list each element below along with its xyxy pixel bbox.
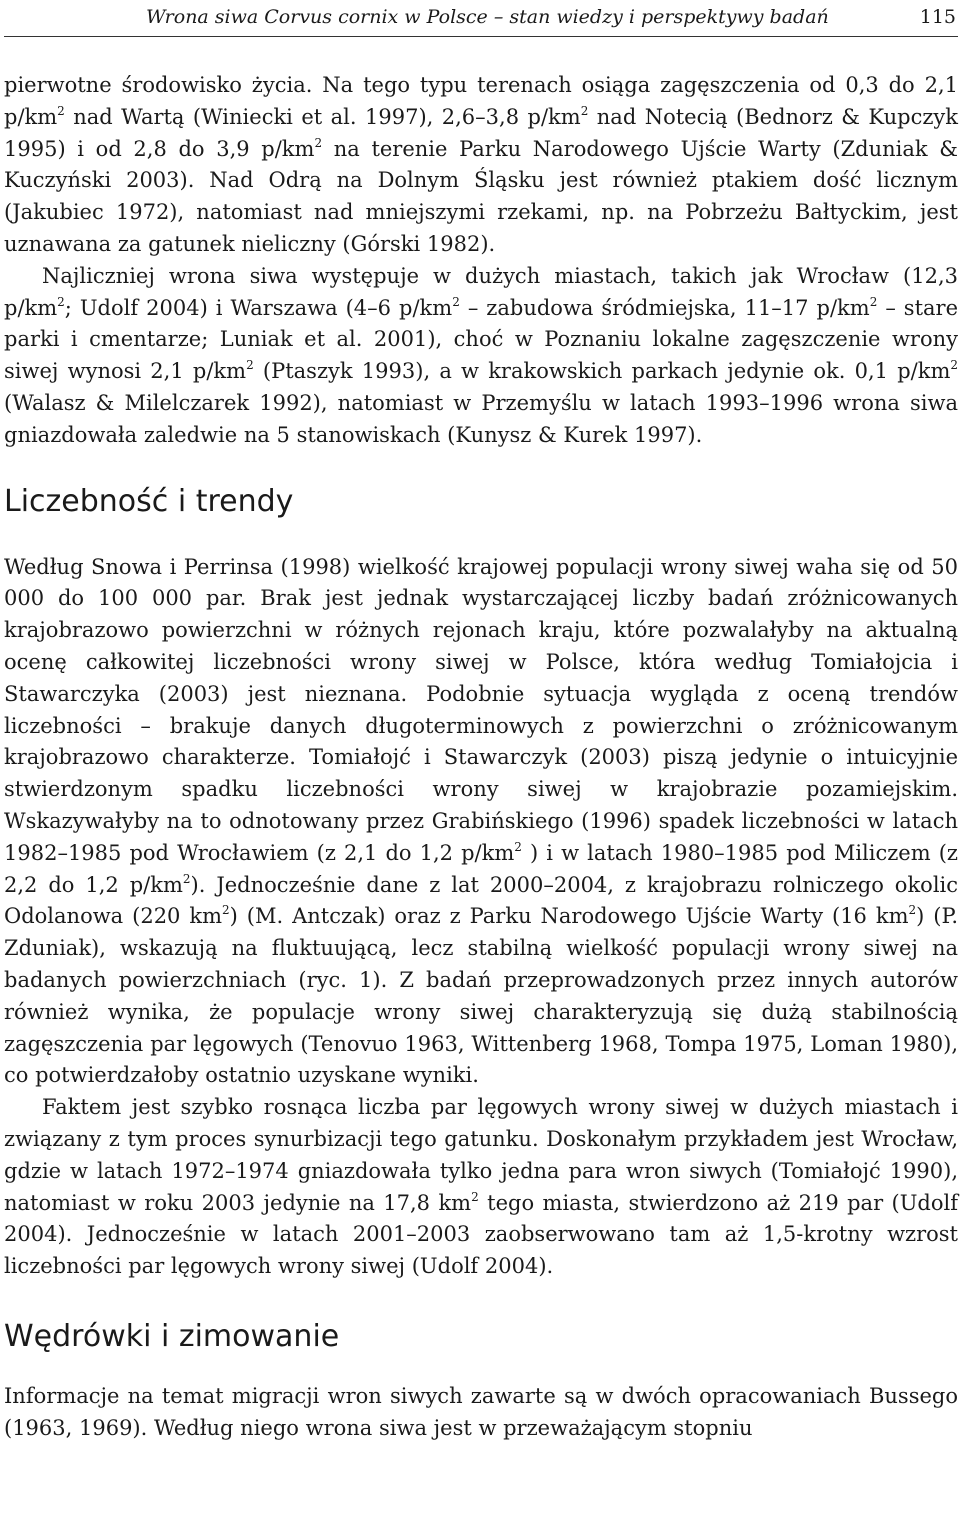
paragraph-migration: Informacje na temat migracji wron siwych zawarte są w dwóch opracowaniach Bussego (1963, 1969). Według niego wrona siwa jest w przeważającym stopniu [4, 1383, 958, 1440]
paragraph-habitat-continued: pierwotne środowisko życia. Na tego typu terenach osiąga zagęszczenia od 0,3 do 2,1 $p/km^2$ nad Wartą (Winiecki et al. 1997), 2,6–3,8 $p/km^2$ nad Notecią (Bednorz & Kupczyk 1995) i od 2,8 do 3,9 $p/km^2$ na terenie Parku Narodowego Ujście Warty (Zduniak & Kuczyński 2003). Nad Odrą na Dolnym Śląsku jest również ptakiem dość licznym (Jakubiec 1972), natomiast nad mniejszymi rzekami, np. na Pobrzeżu Bałtyckim, jest uznawana za gatunek nieliczny (Górski 1982). [4, 73, 959, 256]
paragraph-population-trends: Według Snowa i Perrinsa (1998) wielkość krajowej populacji wrony siwej waha się od 50 000 do 100 000 par. Brak jest jednak wystarczającej liczby badań zróżnicowanych krajobrazowo powierzchni w różnych rejonach kraju, które pozwalałyby na aktualną ocenę całkowitej liczebności wrony siwej w Polsce, która według Tomiałojcia i Stawarczyka (2003) jest nieznana. Podobnie sytuacja wygląda z oceną trendów liczebności – brakuje danych długoterminowych z powierzchni o zróżnicowanym krajobrazowo charakterze. Tomiałojć i Stawarczyk (2003) piszą jedynie o intuicyjnie stwierdzonym spadku liczebności wrony siwej w krajobrazie pozamiejskim. Wskazywałyby na to odnotowany przez Grabińskiego (1996) spadek liczebności w latach 1982–1985 pod Wrocławiem (z 2,1 do 1,2 $p/km^2$ ) i w latach 1980–1985 pod Miliczem (z 2,2 do 1,2 $p/km^2$). Jednocześnie dane z lat 2000–2004, z krajobrazu rolniczego okolic Odolanowa (220 $km^2$) (M. Antczak) oraz z Parku Narodowego Ujście Warty (16 $km^2$) (P. Zduniak), wskazują na fluktuującą, lecz stabilną wielkość populacji wrony siwej na badanych powierzchniach (ryc. 1). Z badań przeprowadzonych przez innych autorów również wynika, że populacje wrony siwej charakteryzują się dużą stabilnością zagęszczenia par lęgowych (Tenovuo 1963, Wittenberg 1968, Tompa 1975, Loman 1980), co potwierdzałoby ostatnio uzyskane wyniki. [4, 554, 959, 1088]
article-body [4, 70, 958, 1444]
running-title: Wrona siwa Corvus cornix w Polsce – stan wiedzy i perspektywy badań [146, 6, 829, 28]
paragraph-urban-density: Najliczniej wrona siwa występuje w dużych miastach, takich jak Wrocław (12,3 $p/km^2$; Udolf 2004) i Warszawa (4–6 $p/km^2$ – zabudowa śródmiejska, 11–17 $p/km^2$ – stare parki i cmentarze; Luniak et al. 2001), choć w Poznaniu lokalne zagęszczenie wrony siwej wynosi 2,1 $p/km^2$ (Ptaszyk 1993), a w krakowskich parkach jedynie ok. 0,1 $p/km^2$ (Walasz & Milelczarek 1992), natomiast w Przemyślu w latach 1993–1996 wrona siwa gniazdowała zaledwie na 5 stanowiskach (Kunysz & Kurek 1997). [4, 263, 959, 447]
paragraph-synurbization: Faktem jest szybko rosnąca liczba par lęgowych wrony siwej w dużych miastach i związany z tym proces synurbizacji tego gatunku. Doskonałym przykładem jest Wrocław, gdzie w latach 1972–1974 gniazdowała tylko jedna para wron siwych (Tomiałojć 1990), natomiast w roku 2003 jedynie na 17,8 $km^2$ tego miasta, stwierdzono aż 219 par (Udolf 2004). Jednocześnie w latach 2001–2003 zaobserwowano tam aż 1,5-krotny wzrost liczebności par lęgowych wrony siwej (Udolf 2004). [4, 1095, 958, 1279]
document-page [4, 0, 958, 1520]
section-heading-migration: Wędrówki i zimowanie [4, 1318, 340, 1354]
section-heading-abundance: Liczebność i trendy [4, 483, 294, 519]
running-header [4, 4, 958, 30]
page-number: 115 [919, 6, 956, 28]
header-rule [4, 36, 958, 37]
